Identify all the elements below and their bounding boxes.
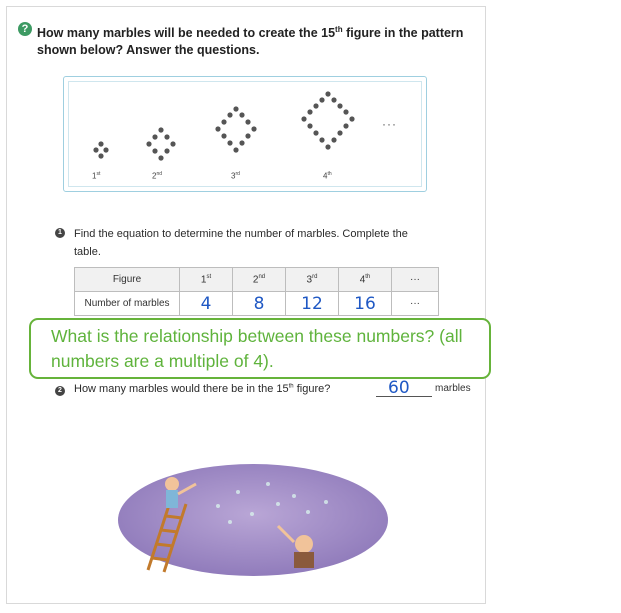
question-num: 15 <box>321 26 336 41</box>
figure-label-2: 2nd <box>152 171 163 181</box>
subquestion-2-icon: 2 <box>55 386 65 396</box>
figure-label-1: 1st <box>92 171 101 181</box>
table-row <box>75 268 439 292</box>
pattern-figure-box <box>63 76 427 192</box>
answer-unit: marbles <box>435 383 471 394</box>
relationship-callout: What is the relationship between these numbers? (all numbers are a multiple of 4). <box>29 318 491 379</box>
subquestion-1-icon: 1 <box>55 228 65 238</box>
marbles-table <box>74 267 439 316</box>
question-text-a: How many marbles will be needed to create the <box>37 26 322 41</box>
question-text-b: figure in the pattern shown below? Answer the questions. <box>37 26 464 58</box>
table-value-cell[interactable]: 16 <box>339 292 392 316</box>
marble-pattern <box>64 77 428 193</box>
table-row <box>75 292 439 316</box>
answer-field[interactable]: 60 <box>388 378 410 398</box>
table-header-cell: 1st <box>180 268 233 292</box>
table-header-ellipsis: ··· <box>392 268 439 292</box>
question-sup: th <box>335 25 343 34</box>
table-label-marbles: Number of marbles <box>75 292 180 316</box>
table-value-ellipsis: ··· <box>392 292 439 316</box>
subquestion-2-text: How many marbles would there be in the 15th figure? <box>74 383 331 395</box>
table-header-figure: Figure <box>75 268 180 292</box>
pattern-ellipsis: ··· <box>382 117 397 131</box>
table-header-cell: 3rd <box>286 268 339 292</box>
figure-label-4: 4th <box>323 171 332 181</box>
figure-label-3: 3rd <box>231 171 240 181</box>
subquestion-1-text: Find the equation to determine the number of marbles. Complete the table. <box>74 228 408 258</box>
question-text <box>37 21 477 59</box>
table-header-cell: 4th <box>339 268 392 292</box>
illustration-children-stars <box>118 462 388 578</box>
table-value-cell[interactable]: 8 <box>233 292 286 316</box>
table-value-cell[interactable]: 4 <box>180 292 233 316</box>
table-header-cell: 2nd <box>233 268 286 292</box>
table-value-cell[interactable]: 12 <box>286 292 339 316</box>
question-icon: ? <box>18 22 32 36</box>
